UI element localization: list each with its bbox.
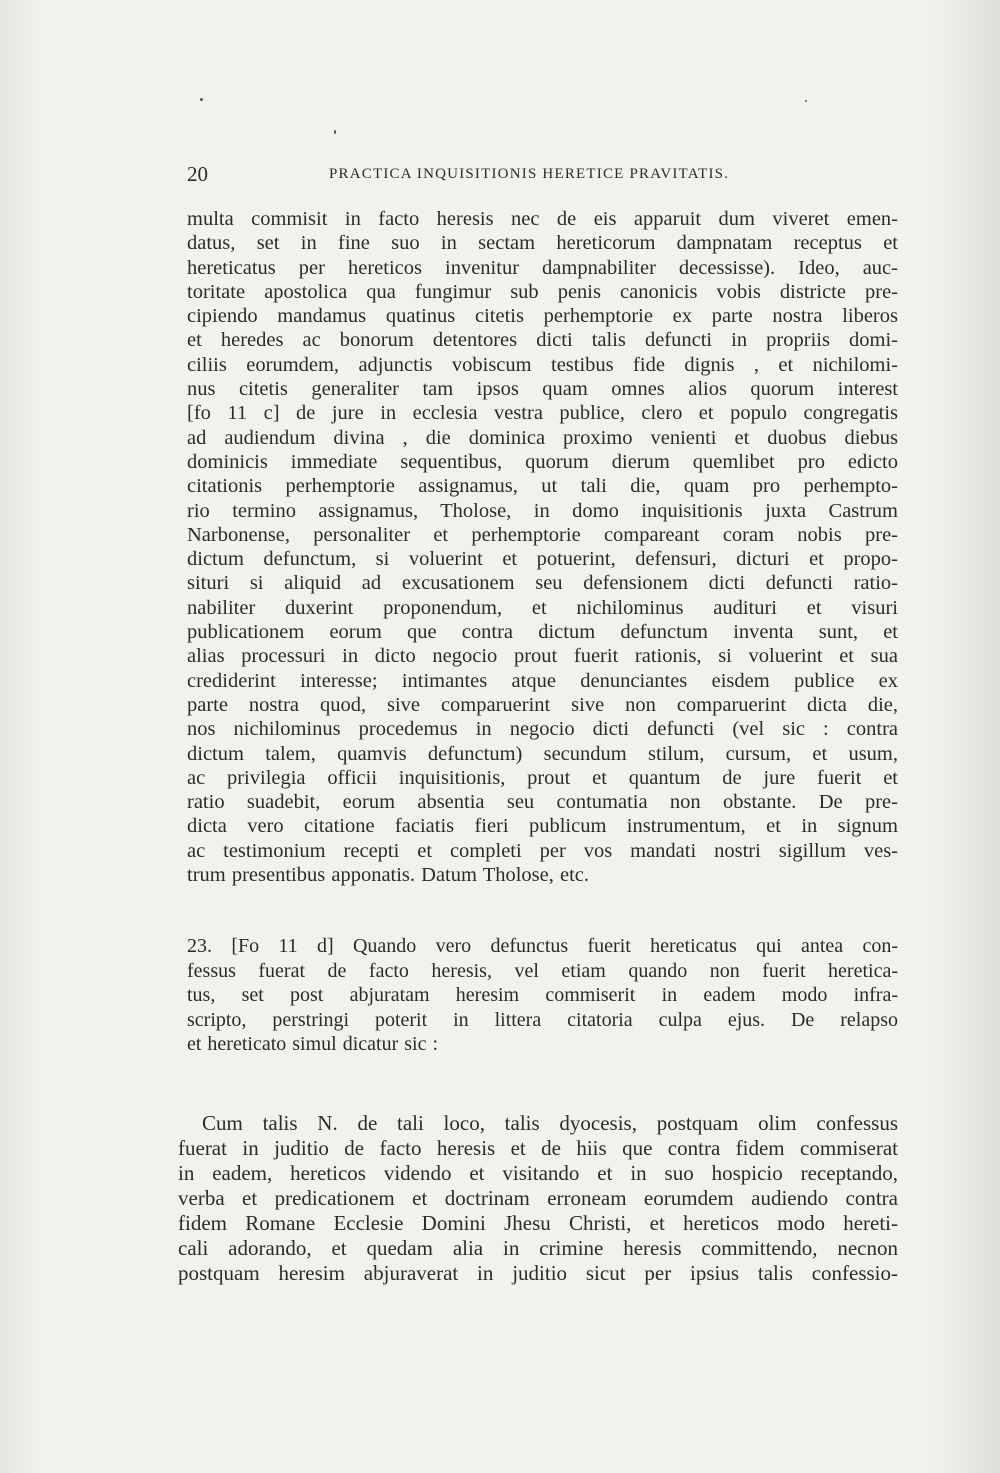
text-line: ac testimonium recepti et completi per vos mandati nostri sigillum ves- [187, 839, 898, 862]
text-line: nabiliter duxerint proponendum, et nichilominus audituri et visuri [187, 596, 898, 619]
text-line: 23. [Fo 11 d] Quando vero defunctus fuerit hereticatus qui antea con- [187, 935, 898, 957]
text-line: nus citetis generaliter tam ipsos quam omnes alios quorum interest [187, 378, 898, 401]
text-line: ad audiendum divina , die dominica proximo venienti et duobus diebus [187, 426, 898, 449]
text-line: [fo 11 c] de jure in ecclesia vestra publice, clero et populo congregatis [187, 402, 898, 425]
text-line: dicta vero citatione faciatis fieri publicum instrumentum, et in signum [187, 815, 898, 838]
text-line: alias processuri in dicto negocio prout fuerit rationis, si voluerint et sua [187, 645, 898, 668]
text-line: situri si aliquid ad excusationem seu defensionem dicti defuncti ratio- [187, 572, 898, 595]
text-line: toritate apostolica qua fungimur sub penis canonicis vobis districte pre- [187, 280, 898, 303]
text-line: trum presentibus apponatis. Datum Tholose, etc. [187, 864, 590, 887]
text-line: publicationem eorum que contra dictum defunctum inventa sunt, et [187, 621, 898, 644]
text-line: fidem Romane Ecclesie Domini Jhesu Christi, et hereticos modo hereti- [178, 1211, 898, 1235]
paragraph-cum-talis [178, 1111, 898, 1286]
text-line: nos nichilominus procedemus in negocio dicti defuncti (vel sic : contra [187, 718, 898, 741]
text-line: ratio suadebit, eorum absentia seu contumatia non obstante. De pre- [187, 791, 898, 814]
ink-speck [200, 98, 203, 101]
text-line: multa commisit in facto heresis nec de eis apparuit dum viveret emen- [187, 208, 898, 230]
running-title: PRACTICA INQUISITIONIS HERETICE PRAVITATIS. [329, 166, 730, 182]
text-line: parte nostra quod, sive comparuerint sive non comparuerint dicta die, [187, 693, 898, 716]
text-line: et heredes ac bonorum detentores dicti talis defuncti in propriis domi- [187, 329, 898, 352]
text-line: scripto, perstringi poterit in littera citatoria culpa ejus. De relapso [187, 1008, 898, 1031]
text-line: postquam heresim abjuraverat in juditio sicut per ipsius talis confessio- [178, 1261, 898, 1285]
text-line: Narbonense, personaliter et perhemptorie compareant coram nobis pre- [187, 523, 898, 546]
paragraph-citation-letter [187, 207, 898, 887]
text-line: ac privilegia officii inquisitionis, prout et quantum de jure fuerit et [187, 766, 898, 789]
text-line: Cum talis N. de tali loco, talis dyocesis, postquam olim confessus [202, 1111, 898, 1135]
text-line: verba et predicationem et doctrinam erroneam eorumdem audiendo contra [178, 1186, 898, 1210]
text-line: hereticatus per hereticos invenitur dampnabiliter decessisse). Ideo, auc- [187, 256, 898, 279]
running-header [187, 162, 887, 190]
ink-speck [805, 100, 807, 102]
text-line: cali adorando, et quedam alia in crimine heresis committendo, necnon [178, 1236, 898, 1260]
text-line: et hereticato simul dicatur sic : [187, 1033, 439, 1055]
text-line: fessus fuerat de facto heresis, vel etiam quando non fuerit heretica- [187, 959, 898, 982]
text-line: citationis perhemptorie assignamus, ut tali die, quam pro perhempto- [187, 475, 898, 498]
text-line: crediderint interesse; intimantes atque denunciantes eisdem publice ex [187, 669, 898, 692]
text-line: dictum defunctum, si voluerint et potuerint, defensuri, dicturi et propo- [187, 548, 898, 571]
text-line: dominicis immediate sequentibus, quorum dierum quemlibet pro edicto [187, 450, 898, 473]
text-line: dictum talem, quamvis defunctum) secundum stilum, cursum, et usum, [187, 742, 898, 765]
ink-speck [334, 130, 336, 134]
text-line: tus, set post abjuratam heresim commiserit in eadem modo infra- [187, 984, 898, 1006]
text-line: ciliis eorumdem, adjunctis vobiscum testibus fide dignis , et nichilomi- [187, 353, 898, 376]
text-line: fuerat in juditio de facto heresis et de hiis que contra fidem commiserat [178, 1136, 898, 1160]
text-line: rio termino assignamus, Tholose, in domo inquisitionis juxta Castrum [187, 499, 898, 522]
paragraph-section-23 [187, 934, 898, 1057]
text-line: in eadem, hereticos videndo et visitando et in suo hospicio receptando, [178, 1161, 898, 1185]
text-line: cipiendo mandamus quatinus citetis perhemptorie ex parte nostra liberos [187, 305, 898, 328]
page-number: 20 [187, 162, 208, 186]
text-line: datus, set in fine suo in sectam hereticorum dampnatam receptus et [187, 232, 898, 255]
